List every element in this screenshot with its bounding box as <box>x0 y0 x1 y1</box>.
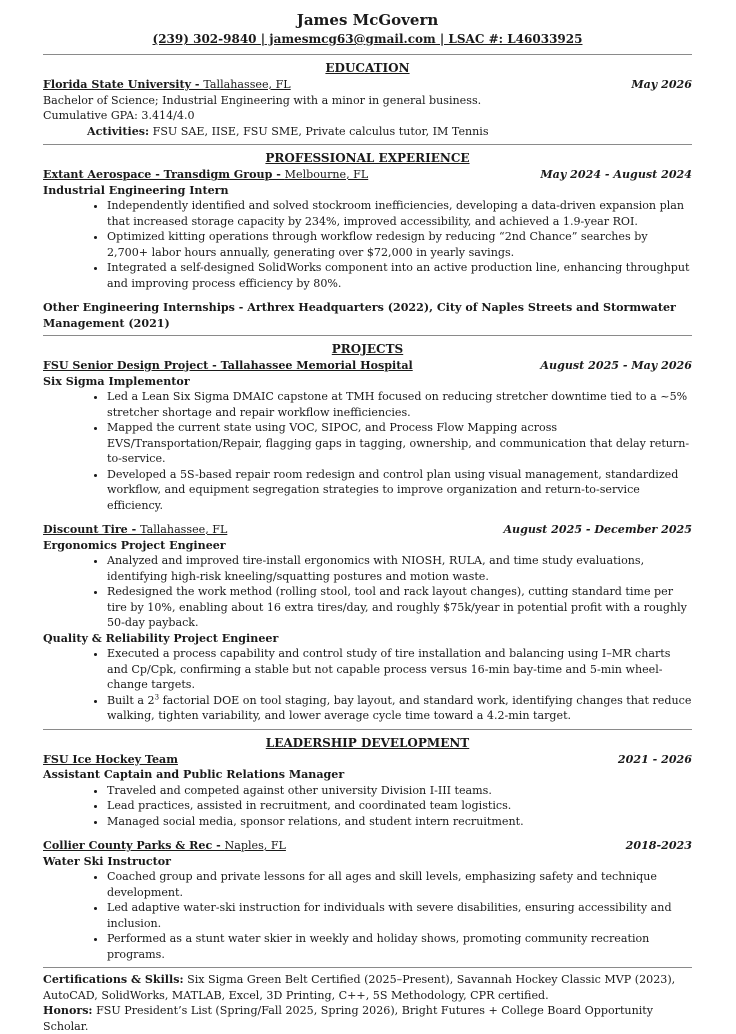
bullet-item: • Lead practices, assisted in recruitment, and coordinated team logistics. <box>107 798 692 814</box>
project-date: August 2025 - May 2026 <box>540 359 692 372</box>
education-header <box>43 77 692 93</box>
contact-line: (239) 302-9840 | jamesmcg63@gmail.com | LSAC #: L46033925 <box>152 32 583 46</box>
bullet-item: • Independently identified and solved stockroom inefficiencies, developing a data-driven expansion plan that increased storage capacity by 234%, improved accessibility, and achieved a 1.9-year ROI. <box>107 198 692 229</box>
skills-honors <box>43 972 692 1034</box>
leadership-date: 2021 - 2026 <box>617 752 692 766</box>
leadership-bullets <box>43 783 692 830</box>
bullet-item: • Led adaptive water-ski instruction for individuals with severe disabilities, ensuring accessibility and inclusion. <box>107 900 692 931</box>
bullet-item: • Coached group and private lessons for all ages and skill levels, emphasizing safety and technique development. <box>107 869 692 900</box>
project-header <box>43 358 692 374</box>
project-name: Discount Tire - Tallahassee, FL <box>43 523 228 536</box>
bullet-item: • Traveled and competed against other university Division I-III teams. <box>107 783 692 799</box>
bullet-item: • Mapped the current state using VOC, SIPOC, and Process Flow Mapping across EVS/Transportation/Repair, flagging gaps in tagging, ownership, and communication that delay return-to-service. <box>107 420 692 467</box>
organization-name: FSU Ice Hockey Team <box>43 752 178 766</box>
section-title-projects: PROJECTS <box>331 342 404 356</box>
project-role: Six Sigma Implementor <box>43 374 190 388</box>
education-date: May 2026 <box>631 78 692 91</box>
project-name: FSU Senior Design Project - Tallahassee Memorial Hospital <box>43 359 413 372</box>
project-header <box>43 522 692 538</box>
project-bullets <box>43 389 692 513</box>
job-bullets <box>43 198 692 291</box>
candidate-name: James McGovern <box>296 11 439 29</box>
bullet-item: • Built a $2^3$ factorial DOE on tool staging, bay layout, and standard work, identifying changes that reduce walking, tighten variability, and lower average cycle time toward a 4.2-min target. <box>107 693 692 724</box>
bullet-item: • Redesigned the work method (rolling stool, tool and rack layout changes), cutting standard time per tire by 10%, enabling about 16 extra tires/day, and roughly $75k/year in potential profit with a roughly 50-day payback. <box>107 584 692 631</box>
section-title-leadership: LEADERSHIP DEVELOPMENT <box>265 735 470 750</box>
bullet-item: • Managed social media, sponsor relations, and student intern recruitment. <box>107 814 692 830</box>
leadership-header <box>43 752 692 768</box>
project-date: August 2025 - December 2025 <box>503 523 692 536</box>
job-header <box>43 167 692 183</box>
other-internships: Other Engineering Internships - Arthrex Headquarters (2022), City of Naples Streets and Stormwater Management (2021) <box>43 301 676 330</box>
project-bullets <box>43 553 692 631</box>
bullet-item: • Led a Lean Six Sigma DMAIC capstone at TMH focused on reducing stretcher downtime tied to a ~5% stretcher shortage and repair workflow inefficiencies. <box>107 389 692 420</box>
leadership-bullets <box>43 869 692 962</box>
degree: Bachelor of Science; Industrial Engineering with a minor in general business. <box>43 93 482 107</box>
bullet-item: • Optimized kitting operations through workflow redesign by reducing “2nd Chance” searches by 2,700+ labor hours annually, generating over $72,000 in yearly savings. <box>107 229 692 260</box>
leadership-role: Assistant Captain and Public Relations Manager <box>43 768 345 781</box>
employer-name: Extant Aerospace - Transdigm Group - Melbourne, FL <box>43 168 369 181</box>
bullet-item: • Analyzed and improved tire-install ergonomics with NIOSH, RULA, and time study evaluations, identifying high-risk kneeling/squatting postures and motion waste. <box>107 553 692 584</box>
leadership-role: Water Ski Instructor <box>43 854 172 868</box>
honors: Honors: FSU President’s List (Spring/Fall 2025, Spring 2026), Bright Futures + College Board Opportunity Scholar. <box>43 1004 653 1033</box>
activities: Activities: FSU SAE, IISE, FSU SME, Private calculus tutor, IM Tennis <box>87 124 489 138</box>
project-bullets <box>43 646 692 724</box>
divider <box>43 54 692 55</box>
bullet-item: • Executed a process capability and control study of tire installation and balancing using I–MR charts and Cp/Cpk, confirming a stable but not capable process versus 16-min bay-time and 5-min wheel-change targets. <box>107 646 692 693</box>
leadership-date: 2018-2023 <box>625 839 692 852</box>
divider <box>43 335 692 336</box>
bullet-item: • Integrated a self-designed SolidWorks component into an active production line, enhancing throughput and improving process efficiency by 80%. <box>107 260 692 291</box>
divider <box>43 967 692 968</box>
job-title: Industrial Engineering Intern <box>43 183 229 197</box>
section-title-experience: PROFESSIONAL EXPERIENCE <box>265 151 470 165</box>
leadership-header <box>43 838 692 854</box>
divider <box>43 144 692 145</box>
bullet-item: • Performed as a stunt water skier in weekly and holiday shows, promoting community recreation programs. <box>107 931 692 962</box>
project-role: Ergonomics Project Engineer <box>43 538 226 552</box>
organization-name: Collier County Parks & Rec - Naples, FL <box>43 839 286 852</box>
bullet-item: • Developed a 5S-based repair room redesign and control plan using visual management, standardized workflow, and equipment segregation strategies to improve organization and return-to-service efficiency. <box>107 467 692 514</box>
project-role: Quality & Reliability Project Engineer <box>43 631 279 645</box>
school-name: Florida State University - Tallahassee, FL <box>43 78 291 91</box>
section-title-education: EDUCATION <box>325 61 410 75</box>
divider <box>43 729 692 730</box>
gpa: Cumulative GPA: 3.414/4.0 <box>43 109 195 122</box>
job-date: May 2024 - August 2024 <box>540 168 692 181</box>
certifications-skills: Certifications & Skills: Six Sigma Green Belt Certified (2025–Present), Savannah Hockey Classic MVP (2023), AutoCAD, SolidWorks, MATLAB, Excel, 3D Printing, C++, 5S Methodology, CPR certified. <box>43 973 676 1002</box>
